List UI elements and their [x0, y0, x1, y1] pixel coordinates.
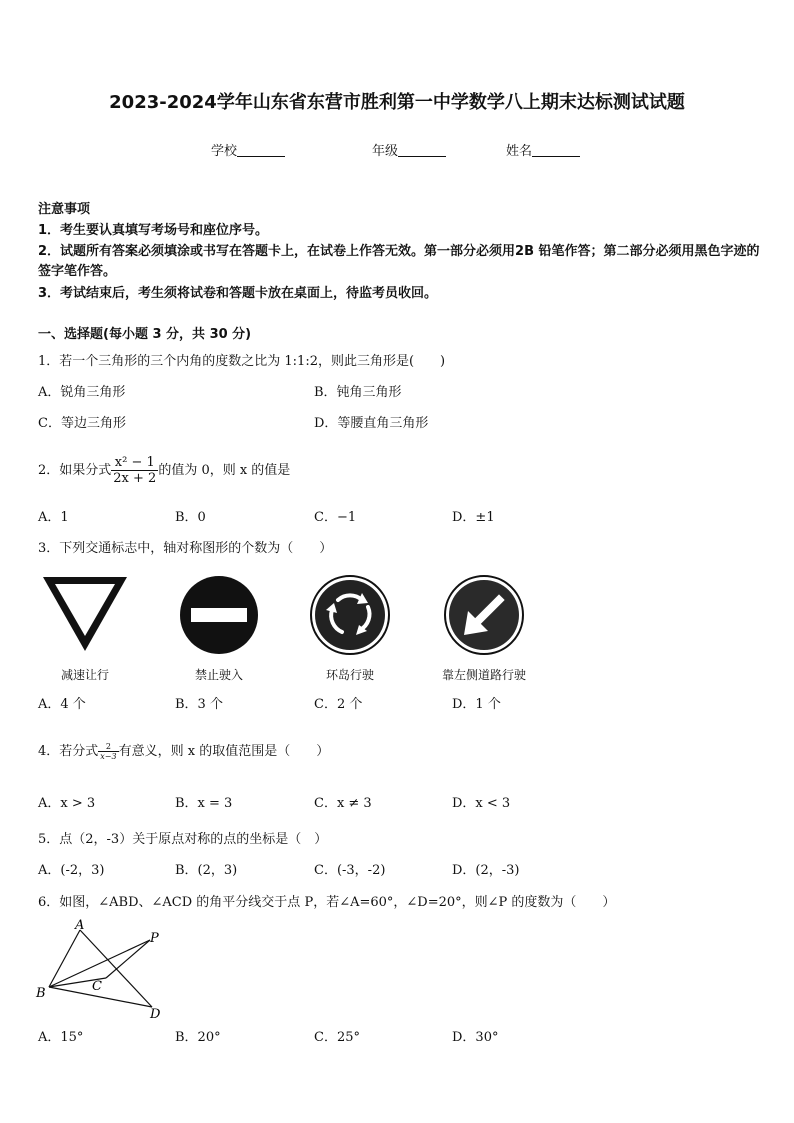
note-item-3: 3．考试结束后，考生须将试卷和答题卡放在桌面上，待监考员收回。	[38, 286, 438, 301]
label-p: P	[150, 931, 159, 946]
note-item-2: 2．试题所有答案必须填涂或书写在答题卡上，在试卷上作答无效。第一部分必须用2B 铅笔作答；第二部分必须用黑色字迹的签字笔作答。	[38, 244, 760, 279]
school-field[interactable]	[211, 140, 285, 159]
q2-option-b[interactable]: B．0	[175, 510, 206, 525]
q6-option-b[interactable]: B．20°	[175, 1030, 221, 1045]
grade-blank[interactable]	[398, 144, 446, 157]
roundabout-sign-icon	[310, 575, 390, 655]
no-entry-sign-icon	[179, 575, 259, 655]
q2-option-c[interactable]: C．−1	[314, 510, 357, 525]
label-d: D	[150, 1007, 161, 1022]
q4-option-a[interactable]: A．x > 3	[38, 796, 96, 811]
q1-option-a[interactable]: A．锐角三角形	[38, 385, 126, 400]
sign-label-roundabout: 环岛行驶	[325, 668, 374, 682]
q4-option-d[interactable]: D．x < 3	[452, 796, 511, 811]
q4-fraction	[98, 742, 118, 761]
q5-option-a[interactable]: A．(-2，3)	[38, 863, 105, 878]
line-ba	[49, 930, 80, 987]
q4-stem-after: 有意义，则 x 的取值范围是（ ）	[118, 744, 330, 759]
q5-option-b[interactable]: B．(2，3)	[175, 863, 238, 878]
yield-sign-icon	[40, 574, 130, 654]
q3-stem: 3．下列交通标志中，轴对称图形的个数为（ ）	[38, 541, 333, 556]
sign-label-no-entry: 禁止驶入	[194, 668, 243, 682]
q5-stem: 5．点（2，-3）关于原点对称的点的坐标是（ ）	[38, 832, 328, 847]
grade-field[interactable]	[372, 140, 446, 159]
keep-left-sign-icon	[444, 575, 524, 655]
line-cp	[106, 940, 150, 978]
sign-label-keep-left: 靠左侧道路行驶	[441, 668, 526, 682]
school-label: 学校	[211, 144, 238, 159]
q6-option-d[interactable]: D．30°	[452, 1030, 499, 1045]
q4-frac-numerator: 2	[98, 742, 118, 752]
q6-option-a[interactable]: A．15°	[38, 1030, 84, 1045]
q1-stem: 1．若一个三角形的三个内角的度数之比为 1:1:2，则此三角形是( )	[38, 354, 446, 369]
note-item-1: 1．考生要认真填写考场号和座位序号。	[38, 223, 269, 238]
q4-option-b[interactable]: B．x = 3	[175, 796, 233, 811]
q5-option-d[interactable]: D．(2，-3)	[452, 863, 520, 878]
section-heading: 一、选择题(每小题 3 分，共 30 分)	[38, 327, 252, 342]
q3-option-c[interactable]: C．2 个	[314, 697, 363, 712]
q3-option-a[interactable]: A．4 个	[38, 697, 86, 712]
notes-heading: 注意事项	[38, 202, 91, 217]
sign-label-yield: 减速让行	[60, 668, 109, 682]
q1-option-c[interactable]: C．等边三角形	[38, 416, 126, 431]
q6-stem: 6．如图，∠ABD、∠ACD 的角平分线交于点 P，若∠A=60°，∠D=20°，则∠P 的度数为（ ）	[38, 895, 616, 910]
q1-option-d[interactable]: D．等腰直角三角形	[314, 416, 429, 431]
label-a: A	[75, 918, 85, 933]
q2-frac-denominator: 2x + 2	[113, 471, 157, 486]
q4-frac-denominator: x−3	[100, 752, 117, 761]
q4-stem-before: 4．若分式	[38, 744, 99, 759]
q2-fraction	[111, 455, 158, 486]
q3-option-b[interactable]: B．3 个	[175, 697, 223, 712]
q6-option-c[interactable]: C．25°	[314, 1030, 360, 1045]
school-blank[interactable]	[237, 144, 285, 157]
label-c: C	[92, 979, 102, 994]
q2-stem-after: 的值为 0，则 x 的值是	[158, 463, 291, 478]
label-b: B	[36, 986, 46, 1001]
name-label: 姓名	[506, 144, 533, 159]
q4-stem	[38, 742, 329, 762]
q1-option-b[interactable]: B．钝角三角形	[314, 385, 402, 400]
name-field[interactable]	[506, 140, 580, 159]
q2-option-d[interactable]: D．±1	[452, 510, 495, 525]
name-blank[interactable]	[532, 144, 580, 157]
q4-option-c[interactable]: C．x ≠ 3	[314, 796, 372, 811]
page-title: 2023-2024学年山东省东营市胜利第一中学数学八上期末达标测试试题	[109, 92, 685, 113]
q2-frac-numerator: x² − 1	[111, 455, 158, 471]
q3-option-d[interactable]: D．1 个	[452, 697, 501, 712]
q2-stem	[38, 452, 290, 490]
q2-stem-before: 2．如果分式	[38, 463, 112, 478]
q5-option-c[interactable]: C．(-3，-2)	[314, 863, 386, 878]
grade-label: 年级	[372, 144, 399, 159]
q6-geometry-figure	[30, 915, 180, 1025]
q2-option-a[interactable]: A．1	[38, 510, 69, 525]
